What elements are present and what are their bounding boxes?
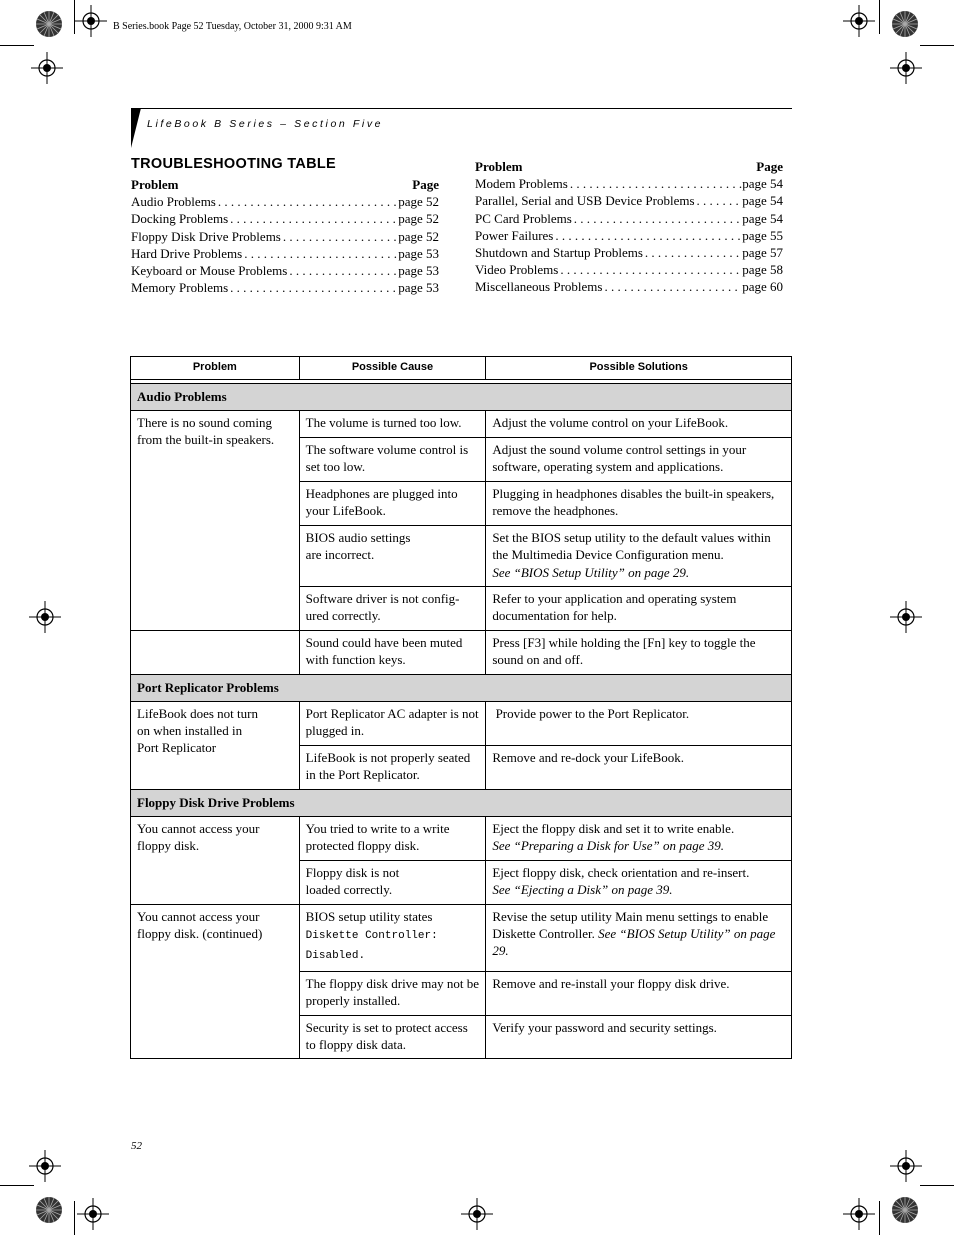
registration-mark-icon: [31, 52, 63, 84]
toc-entry-page: page 55: [742, 227, 783, 243]
solution-cell: Adjust the volume control on your LifeBook.: [486, 411, 792, 438]
cause-text: BIOS setup utility states: [305, 909, 433, 925]
solution-cell: [486, 526, 792, 587]
registration-mark-icon: [29, 1150, 61, 1182]
problem-cell: You cannot access your floppy disk. (continued): [131, 905, 300, 1059]
cause-line: are incorrect.: [305, 547, 375, 563]
toc-head-problem: Problem: [131, 177, 179, 192]
toc-entry-page: page 54: [742, 176, 783, 192]
table-header-row: [131, 357, 792, 380]
toc-entry-label: Shutdown and Startup Problems: [475, 245, 643, 261]
toc-entry-label: Power Failures: [475, 227, 554, 243]
toc-entry: [131, 228, 439, 245]
color-target-icon: [891, 1196, 919, 1224]
group-label: Audio Problems: [131, 384, 792, 411]
toc-head-page: Page: [412, 177, 439, 192]
cause-line: Floppy disk is not: [305, 865, 400, 881]
page-number: 52: [131, 1140, 142, 1152]
solution-text: Set the BIOS setup utility to the default values within the Multimedia Device Configuration menu.: [492, 530, 771, 563]
problem-line: on when installed in: [137, 723, 243, 739]
problem-line: LifeBook does not turn: [137, 705, 258, 721]
toc-entry: [475, 210, 783, 227]
problem-cell: [131, 701, 300, 789]
color-target-icon: [35, 10, 63, 38]
solution-cell: Provide power to the Port Replicator.: [486, 701, 792, 745]
cause-cell: [299, 905, 486, 972]
dot-leader: [287, 262, 398, 279]
toc-entry: [475, 175, 783, 192]
registration-mark-icon: [75, 5, 107, 37]
cause-line: loaded correctly.: [305, 882, 393, 898]
toc-entry-page: page 52: [398, 211, 439, 227]
header-tab-marker: [131, 108, 141, 148]
cross-reference: See “BIOS Setup Utility” on page 29.: [492, 926, 776, 959]
problem-cell: You cannot access your floppy disk.: [131, 817, 300, 905]
print-slug: B Series.book Page 52 Tuesday, October 31, 2000 9:31 AM: [113, 21, 352, 32]
solution-cell: [486, 905, 792, 972]
cause-cell: LifeBook is not properly seated in the Port Replicator.: [299, 745, 486, 789]
table-row: [131, 701, 792, 745]
toc-entry: [131, 245, 439, 262]
cause-cell: Sound could have been muted with function keys.: [299, 630, 486, 674]
dot-leader: [228, 210, 398, 227]
group-label: Floppy Disk Drive Problems: [131, 789, 792, 816]
solution-text: Revise the setup utility Main menu settings to enable Diskette Controller.: [492, 909, 769, 942]
table-row: [131, 630, 792, 674]
cross-reference: See “Preparing a Disk for Use” on page 39.: [492, 838, 725, 854]
toc-entry-label: Memory Problems: [131, 280, 229, 296]
cause-cell: You tried to write to a write protected floppy disk.: [299, 817, 486, 861]
column-header: Possible Cause: [299, 357, 486, 380]
problem-cell: There is no sound coming from the built-in speakers.: [131, 411, 300, 630]
toc-entry-page: page 53: [398, 263, 439, 279]
problem-line: Port Replicator: [137, 740, 217, 756]
cause-cell: Security is set to protect access to floppy disk data.: [299, 1015, 486, 1058]
toc-entry: [131, 193, 439, 210]
toc-head: [475, 158, 783, 175]
toc-entry-label: Audio Problems: [131, 194, 216, 210]
toc-entry-label: Keyboard or Mouse Problems: [131, 263, 288, 279]
toc-entry-page: page 60: [742, 279, 783, 295]
registration-mark-icon: [77, 1198, 109, 1230]
dot-leader: [643, 244, 742, 261]
group-row: [131, 384, 792, 411]
column-header: Problem: [131, 357, 300, 380]
solution-cell: [486, 817, 792, 861]
toc-entry-page: page 53: [398, 245, 439, 261]
toc-entry-page: page 57: [742, 245, 783, 261]
solution-cell: Refer to your application and operating system documentation for help.: [486, 587, 792, 630]
toc-entry: [475, 192, 783, 209]
cause-cell: Headphones are plugged into your LifeBook.: [299, 482, 486, 526]
toc-head: [131, 176, 439, 193]
toc-entry-page: page 58: [742, 262, 783, 278]
toc-entry-label: Parallel, Serial and USB Device Problems: [475, 193, 695, 209]
toc-entry-label: Miscellaneous Problems: [475, 279, 603, 295]
group-label: Port Replicator Problems: [131, 674, 792, 701]
color-target-icon: [35, 1196, 63, 1224]
cause-cell: Software driver is not config-ured correctly.: [299, 587, 486, 630]
solution-cell: Plugging in headphones disables the built-in speakers, remove the headphones.: [486, 482, 792, 526]
solution-cell: Adjust the sound volume control settings in your software, operating system and applications.: [486, 438, 792, 482]
table-row: [131, 411, 792, 438]
solution-text: Eject the floppy disk and set it to write enable.: [492, 821, 735, 837]
toc-entry-page: page 54: [742, 193, 783, 209]
toc-left: [131, 176, 439, 296]
registration-mark-icon: [890, 601, 922, 633]
group-row: [131, 789, 792, 816]
cause-cell: The floppy disk drive may not be properly installed.: [299, 971, 486, 1015]
registration-mark-icon: [890, 52, 922, 84]
toc-head-page: Page: [756, 159, 783, 174]
troubleshooting-table: [130, 356, 792, 1059]
toc-entry: [131, 262, 439, 279]
registration-mark-icon: [461, 1198, 493, 1230]
dot-leader: [228, 279, 398, 296]
toc-entry-label: Floppy Disk Drive Problems: [131, 228, 281, 244]
cause-cell: The software volume control is set too low.: [299, 438, 486, 482]
dot-leader: [695, 192, 743, 209]
toc-entry-page: page 52: [398, 228, 439, 244]
toc-right: [475, 158, 783, 296]
toc-entry-label: Hard Drive Problems: [131, 245, 243, 261]
cause-cell: Port Replicator AC adapter is not plugged in.: [299, 701, 486, 745]
cause-cell: [299, 861, 486, 905]
header-rule: [131, 108, 792, 109]
toc-head-problem: Problem: [475, 159, 523, 174]
toc-entry-page: page 53: [398, 280, 439, 296]
solution-cell: Press [F3] while holding the [Fn] key to toggle the sound on and off.: [486, 630, 792, 674]
toc-entry-page: page 54: [742, 210, 783, 226]
toc-title: TROUBLESHOOTING TABLE: [131, 156, 336, 172]
toc-entry: [131, 210, 439, 227]
cross-reference: See “BIOS Setup Utility” on page 29.: [492, 564, 690, 580]
color-target-icon: [891, 10, 919, 38]
cause-cell: [299, 526, 486, 587]
toc-entry: [475, 244, 783, 261]
registration-mark-icon: [843, 1198, 875, 1230]
section-header: LifeBook B Series – Section Five: [147, 118, 384, 130]
table-row: [131, 817, 792, 861]
toc-entry: [475, 278, 783, 295]
solution-cell: Remove and re-install your floppy disk drive.: [486, 971, 792, 1015]
toc-entry-label: Modem Problems: [475, 176, 568, 192]
code-text: Disabled.: [305, 950, 366, 963]
toc-entry-page: page 52: [398, 194, 439, 210]
registration-mark-icon: [890, 1150, 922, 1182]
toc-entry: [475, 227, 783, 244]
registration-mark-icon: [843, 5, 875, 37]
group-row: [131, 674, 792, 701]
toc-entry: [475, 261, 783, 278]
dot-leader: [568, 175, 742, 192]
dot-leader: [281, 228, 398, 245]
dot-leader: [558, 261, 742, 278]
solution-cell: Verify your password and security settings.: [486, 1015, 792, 1058]
code-text: Diskette Controller:: [305, 930, 438, 943]
dot-leader: [602, 278, 742, 295]
toc-entry-label: Video Problems: [475, 262, 559, 278]
table-row: [131, 905, 792, 972]
problem-cell: [131, 630, 300, 674]
registration-mark-icon: [29, 601, 61, 633]
solution-text: Eject floppy disk, check orientation and re-insert.: [492, 865, 750, 881]
dot-leader: [242, 245, 398, 262]
toc-entry-label: Docking Problems: [131, 211, 229, 227]
solution-cell: [486, 861, 792, 905]
cause-line: BIOS audio settings: [305, 530, 411, 546]
toc-entry-label: PC Card Problems: [475, 210, 572, 226]
solution-cell: Remove and re-dock your LifeBook.: [486, 745, 792, 789]
cause-cell: The volume is turned too low.: [299, 411, 486, 438]
column-header: Possible Solutions: [486, 357, 792, 380]
dot-leader: [216, 193, 398, 210]
dot-leader: [553, 227, 742, 244]
toc-entry: [131, 279, 439, 296]
dot-leader: [572, 210, 742, 227]
cross-reference: See “Ejecting a Disk” on page 39.: [492, 882, 673, 898]
